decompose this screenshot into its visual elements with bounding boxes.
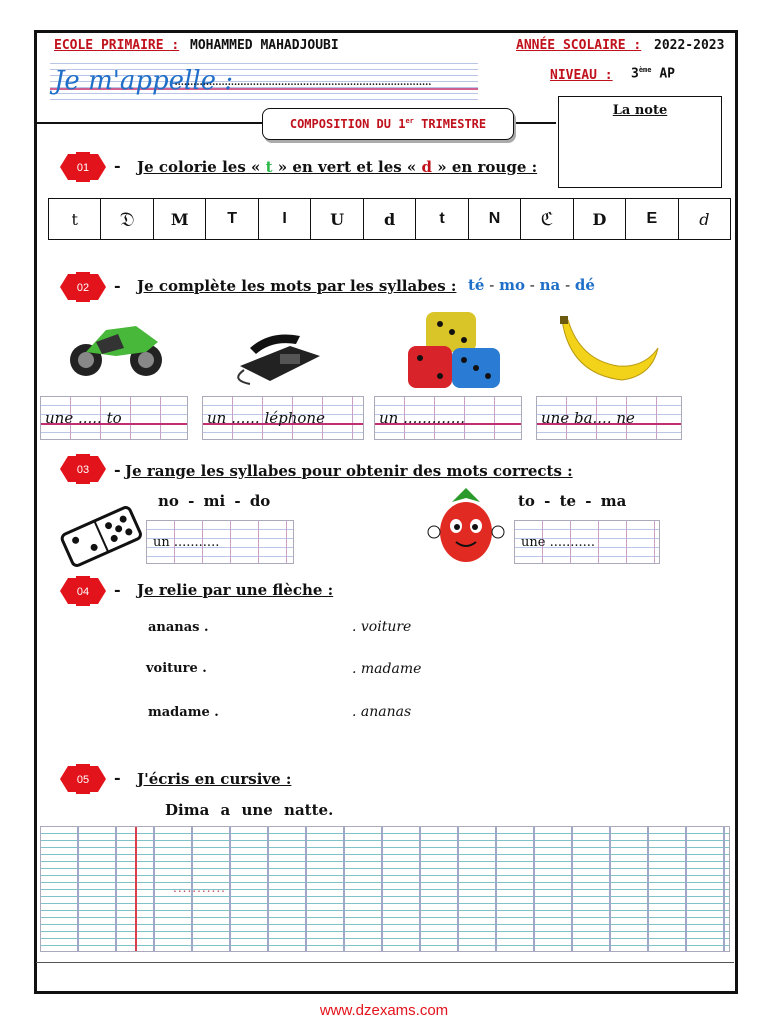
q4-left-3[interactable]: madame . bbox=[148, 705, 219, 720]
letter-cell[interactable]: ℭ bbox=[521, 199, 573, 239]
q3-badge bbox=[60, 454, 106, 484]
q1-title: Je colorie les « t » en vert et les « d » en rouge : bbox=[137, 158, 538, 176]
year-label: ANNÉE SCOLAIRE : bbox=[516, 38, 642, 53]
exam-title: COMPOSITION DU 1er TRIMESTRE bbox=[289, 117, 487, 131]
letter-cell[interactable]: t bbox=[416, 199, 468, 239]
dice-image bbox=[406, 308, 502, 394]
word-box-3[interactable]: un ............. bbox=[374, 396, 522, 440]
tomato-image bbox=[426, 482, 506, 572]
name-dots[interactable]: .................................................................................. bbox=[174, 74, 431, 89]
exam-title-box bbox=[262, 108, 514, 140]
q5-sentence: Dima a une natte. bbox=[165, 801, 334, 819]
letter-cell[interactable]: N bbox=[469, 199, 521, 239]
letter-cell[interactable]: d bbox=[364, 199, 416, 239]
word-box-4[interactable]: une ba.... ne bbox=[536, 396, 682, 440]
name-label: Je m'appelle : bbox=[54, 66, 234, 96]
q3-title: Je range les syllabes pour obtenir des mots corrects : bbox=[125, 462, 573, 480]
word-box-2[interactable]: un ...... léphone bbox=[202, 396, 364, 440]
q4-left-2[interactable]: voiture . bbox=[146, 661, 207, 676]
q2-title: Je complète les mots par les syllabes : bbox=[137, 277, 457, 295]
grade-box[interactable] bbox=[558, 96, 722, 188]
grade-label: La note bbox=[612, 103, 668, 118]
letter-cell[interactable]: M bbox=[154, 199, 206, 239]
letter-cell[interactable]: T bbox=[206, 199, 258, 239]
name-lined-area bbox=[50, 58, 478, 104]
letter-cell[interactable]: d bbox=[699, 209, 710, 229]
school-name: MOHAMMED MAHADJOUBI bbox=[190, 38, 339, 53]
q3-left-syllables: no - mi - do bbox=[158, 492, 271, 510]
cursive-writing-grid[interactable] bbox=[40, 826, 730, 952]
letter-cell[interactable]: 𝔇 bbox=[101, 199, 153, 239]
q2-badge bbox=[60, 272, 106, 302]
q5-dots: ........... bbox=[173, 881, 226, 895]
q3-right-answer-box[interactable]: une ........... bbox=[514, 520, 660, 564]
svg-text:04: 04 bbox=[76, 586, 90, 598]
telephone-image bbox=[230, 326, 326, 390]
q3-left-answer-box[interactable]: un ........... bbox=[146, 520, 294, 564]
level-value: 3ème AP bbox=[631, 66, 675, 82]
q4-title: Je relie par une flèche : bbox=[137, 581, 334, 599]
domino-image bbox=[58, 504, 142, 572]
q4-left-1[interactable]: ananas . bbox=[148, 620, 209, 635]
q5-title: J'écris en cursive : bbox=[137, 770, 292, 788]
svg-text:03: 03 bbox=[76, 464, 90, 476]
q4-badge bbox=[60, 576, 106, 606]
q1-badge bbox=[60, 152, 106, 182]
level-label: NIVEAU : bbox=[550, 68, 613, 83]
q3-right-syllables: to - te - ma bbox=[518, 492, 627, 510]
letters-table bbox=[48, 198, 731, 240]
letter-cell[interactable]: U bbox=[311, 199, 363, 239]
letter-cell[interactable]: D bbox=[574, 199, 626, 239]
banana-image bbox=[556, 316, 662, 390]
q4-right-3[interactable]: . ananas bbox=[352, 704, 412, 720]
school-label: ECOLE PRIMAIRE : bbox=[54, 38, 180, 53]
q4-right-2[interactable]: . madame bbox=[352, 661, 422, 677]
footer-site[interactable]: www.dzexams.com bbox=[319, 1002, 449, 1019]
svg-text:05: 05 bbox=[76, 774, 90, 786]
svg-text:02: 02 bbox=[76, 282, 90, 294]
q4-right-1[interactable]: . voiture bbox=[352, 619, 412, 635]
svg-text:01: 01 bbox=[76, 162, 90, 174]
bottom-rule bbox=[36, 962, 734, 963]
year-value: 2022-2023 bbox=[654, 38, 725, 53]
letter-cell[interactable]: E bbox=[626, 199, 678, 239]
letter-cell[interactable]: I bbox=[259, 199, 311, 239]
word-box-1[interactable]: une ..... to bbox=[40, 396, 188, 440]
letter-cell[interactable]: t bbox=[49, 199, 101, 239]
q2-syllables: té - mo - na - dé bbox=[468, 276, 595, 294]
motorcycle-image bbox=[66, 312, 166, 384]
q5-badge bbox=[60, 764, 106, 794]
